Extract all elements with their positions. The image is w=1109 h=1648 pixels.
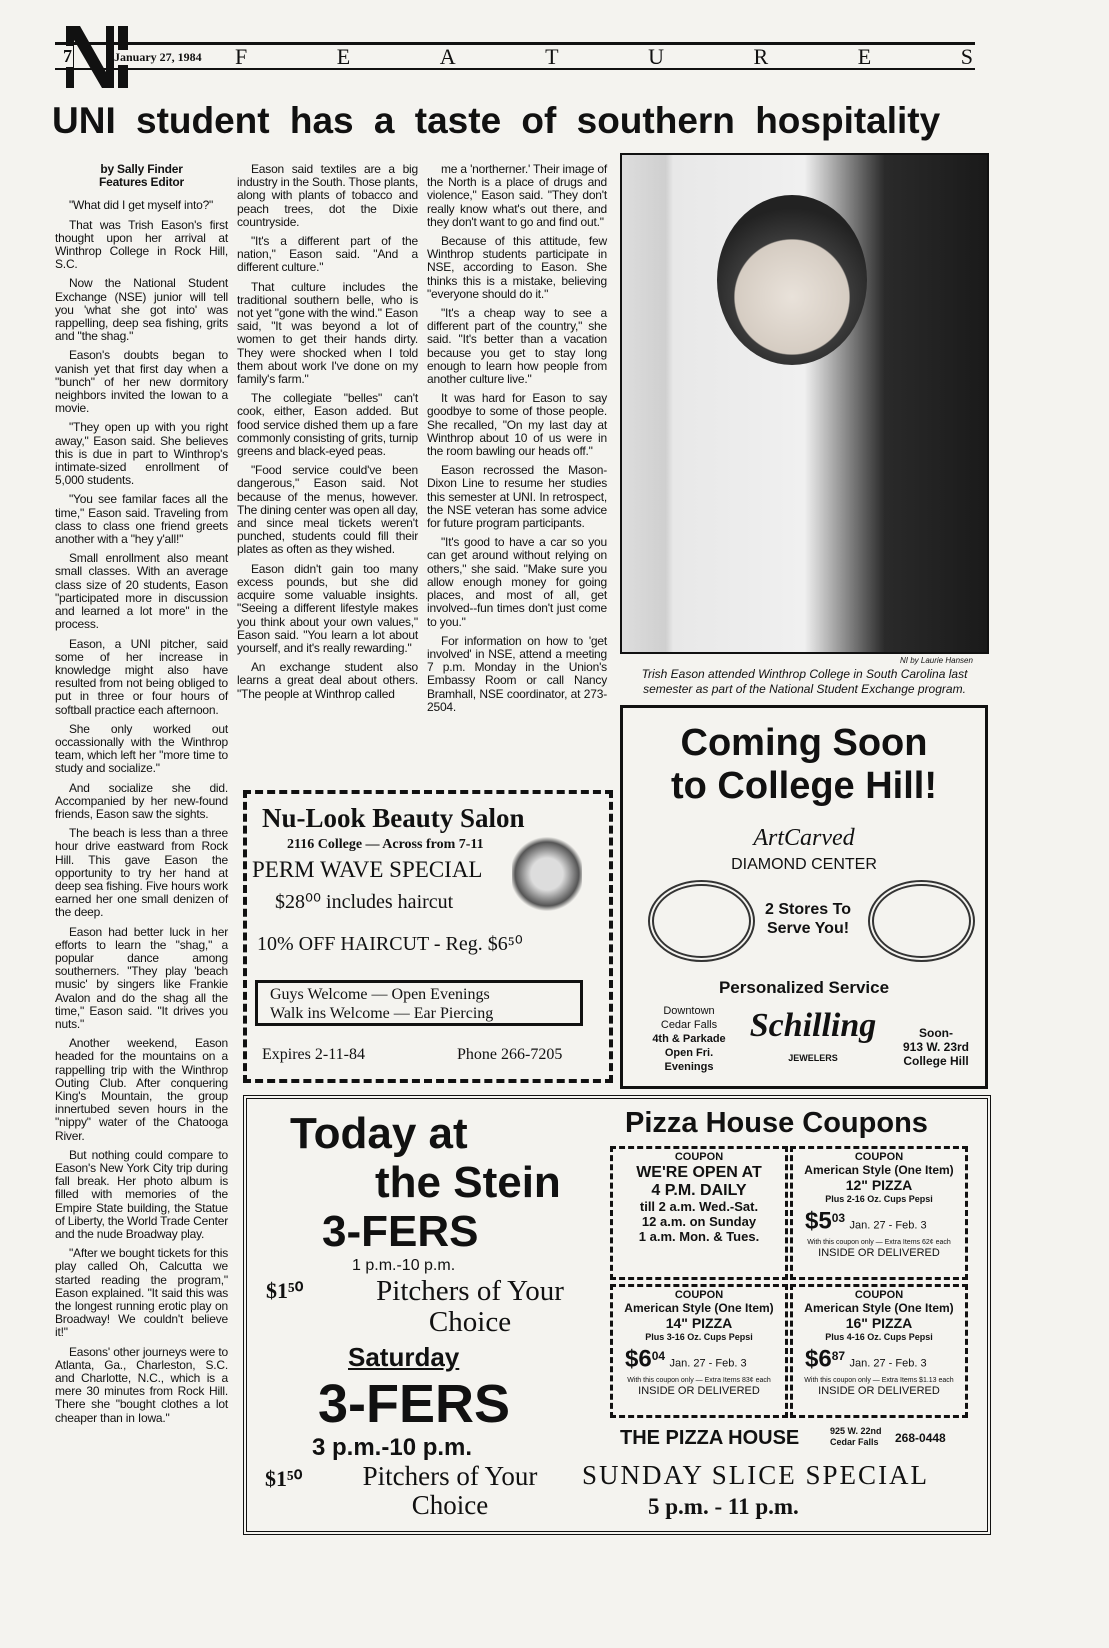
coupon-dates: Jan. 27 - Feb. 3 <box>669 1357 747 1370</box>
headline-line: Coming Soon <box>680 722 928 764</box>
article-paragraph: "You see familar faces all the time," Eason said. Traveling from class to class one friend greets another with a "hey y'all!" <box>55 492 228 547</box>
location-line: 913 W. 23rd <box>902 1040 970 1054</box>
time-1: 1 p.m.-10 p.m. <box>352 1257 456 1274</box>
author-title: Features Editor <box>98 175 185 190</box>
article-paragraph: me a 'northerner.' Their image of the North is a place of drugs and violence," Eason said. "They don't really know what's out there, and they don't want to go and find out." <box>427 162 607 229</box>
three-fers-2: 3-FERS <box>318 1374 511 1434</box>
today-at: Today at <box>290 1109 468 1158</box>
haircut-discount: 10% OFF HAIRCUT - Reg. $6⁵⁰ <box>257 933 523 955</box>
byline <box>55 163 228 189</box>
coupon-cents: 87 <box>831 1348 846 1363</box>
hours-line: 1 a.m. Mon. & Tues. <box>638 1229 760 1245</box>
article-paragraph: The beach is less than a three hour drive eastward from Rock Hill. This gave Eason the opportunity to try her hand at deep sea fishing. Five hours work earned her one small denizen of the deep. <box>55 826 228 920</box>
coupon-tag: COUPON <box>854 1151 904 1163</box>
coupon-hours <box>610 1146 788 1280</box>
coupon-style: American Style (One Item) <box>624 1300 774 1315</box>
article-paragraph: And socialize she did. Accompanied by her new-found friends, Eason saw the sights. <box>55 780 228 821</box>
salon-feature-line: Walk ins Welcome — Ear Piercing <box>270 1005 494 1022</box>
article-paragraph: "It's good to have a car so you can get around without relying on others," she said. "Make sure you allow enough money for going places, and most of all, get involved--fun times don't just come to you." <box>427 535 607 629</box>
photo-caption: Trish Eason attended Winthrop College in South Carolina last semester as part of the National Student Exchange program. <box>641 667 968 696</box>
article-paragraph: Eason had better luck in her efforts to learn the "shag," a popular dance among southerners. "They play 'beach music' by singers like Frankie Avalon and do the shag all the time," Eason said. "It drives you nuts." <box>55 924 228 1031</box>
section-letter: S <box>960 44 975 69</box>
article-paragraph: Eason said textiles are a big industry in the South. Those plants, along with plants of tobacco and peach trees, dot the Dixie countryside. <box>237 162 418 229</box>
coupon-tag: COUPON <box>854 1289 904 1301</box>
hours-line: till 2 a.m. Wed.-Sat. <box>639 1199 759 1215</box>
coupon-dates: Jan. 27 - Feb. 3 <box>849 1219 927 1232</box>
sunday-time: 5 p.m. - 11 p.m. <box>648 1494 799 1519</box>
pizza-house-name: THE PIZZA HOUSE <box>620 1427 800 1449</box>
coupon-style: American Style (One Item) <box>804 1300 954 1315</box>
downtown-location <box>637 1004 741 1074</box>
ring-icon <box>868 880 975 962</box>
location-line: Cedar Falls <box>660 1019 718 1031</box>
article-column-1 <box>55 163 228 1431</box>
article-paragraph: "What did I get myself into?" <box>69 198 214 213</box>
ring-icon <box>648 880 755 962</box>
address-line: 925 W. 22nd <box>830 1426 882 1436</box>
diamond-center: DIAMOND CENTER <box>731 856 877 873</box>
photo-credit: NI by Laurie Hansen <box>900 656 973 665</box>
coupon-dollars: $6 <box>805 1345 832 1373</box>
coupon-fine-print: With this coupon only — Extra Items 62¢ each <box>807 1239 951 1247</box>
pizza-coupon[interactable] <box>790 1284 968 1418</box>
expires: Expires 2-11-84 <box>262 1046 365 1063</box>
coupon-size: 16" PIZZA <box>845 1315 913 1332</box>
article-paragraph: "They open up with you right away," Eason said. She believes this is due in part to Winthrop's intimate-sized enrollment of 5,000 students. <box>55 420 228 488</box>
price-1: $1⁵⁰ <box>266 1278 304 1303</box>
page-number: 7 <box>63 46 72 66</box>
pizza-address <box>830 1426 882 1448</box>
coupon-dollars: $5 <box>805 1207 832 1235</box>
coupon-cents: 03 <box>831 1210 846 1225</box>
pizza-phone: 268-0448 <box>895 1431 946 1445</box>
artcarved-brand: ArtCarved <box>753 825 855 851</box>
jeweler-ad <box>620 705 988 1089</box>
saturday: Saturday <box>348 1342 460 1372</box>
pizza-title: Pizza House Coupons <box>625 1107 928 1139</box>
woman-illustration <box>512 834 582 914</box>
salon-phone: Phone 266-7205 <box>457 1046 563 1063</box>
coupon-tag: COUPON <box>674 1151 724 1163</box>
article-paragraph: Another weekend, Eason headed for the mountains on a rappelling trip with the Winthrop Outing Club. After conquering King's Mountain, the group innertubed seven hours in the "nippy" water of the Chatooga River. <box>55 1036 228 1143</box>
author: by Sally Finder <box>100 162 183 176</box>
pizza-coupon[interactable] <box>610 1284 788 1418</box>
coupon-where: INSIDE OR DELIVERED <box>638 1385 760 1398</box>
schilling-logo: Schilling <box>749 1007 877 1044</box>
issue-date: January 27, 1984 <box>114 50 202 64</box>
salon-name: Nu-Look Beauty Salon <box>262 803 525 833</box>
article-paragraph: The collegiate "belles" can't cook, either, Eason added. But food service dished them up a fare commonly consisting of grits, turnip greens and black-eyed peas. <box>237 391 418 459</box>
section-letter: E <box>857 44 874 69</box>
article-paragraph: It was hard for Eason to say goodbye to some of those people. She recalled, "On my last day at Winthrop about 10 of us were in the room bawling our heads off." <box>427 391 607 459</box>
article-paragraph: "After we bought tickets for this play called Oh, Calcutta we started reading the program," Eason explained. "It said this was the longest running erotic play on Broadway! We couldn't believe it!" <box>55 1246 228 1340</box>
coupon-tag: COUPON <box>674 1289 724 1301</box>
section-title <box>235 44 975 70</box>
coupon-drinks: Plus 3-16 Oz. Cups Pepsi <box>645 1331 753 1342</box>
location-line: Downtown <box>663 1005 715 1017</box>
article-paragraph: Eason recrossed the Mason-Dixon Line to resume her studies this semester at UNI. In retrospect, the NSE veteran has some advice for future program participants. <box>427 463 607 531</box>
article-paragraph: Now the National Student Exchange (NSE) junior will tell you 'what she got into' was rappelling, deep sea fishing, grits and "the shag." <box>55 276 228 344</box>
coupon-fine-print: With this coupon only — Extra Items $1.13 each <box>804 1377 954 1385</box>
coupon-size: 12" PIZZA <box>845 1177 913 1194</box>
location-line: 4th & Parkade <box>652 1033 726 1045</box>
perm-special: PERM WAVE SPECIAL <box>252 857 483 882</box>
coupon-drinks: Plus 2-16 Oz. Cups Pepsi <box>825 1193 933 1204</box>
photo-trish-eason <box>620 153 989 654</box>
pitchers-2: Pitchers of Your Choice <box>362 1461 538 1520</box>
hours-line: 4 P.M. DAILY <box>651 1182 747 1200</box>
schilling-jewelers: JEWELERS <box>788 1053 838 1063</box>
article-column-2 <box>237 163 418 707</box>
coupon-drinks: Plus 4-16 Oz. Cups Pepsi <box>825 1331 933 1342</box>
coupon-size: 14" PIZZA <box>665 1315 733 1332</box>
section-letter: R <box>753 44 771 69</box>
section-letter: F <box>235 44 250 69</box>
two-stores: 2 Stores To Serve You! <box>765 901 851 937</box>
salon-address: 2116 College — Across from 7-11 <box>287 837 484 852</box>
article-paragraph: She only worked out occassionally with the Winthrop team, which left her "more time to study and socialize." <box>55 721 228 776</box>
article-paragraph: An exchange student also learns a great deal about others. "The people at Winthrop called <box>237 660 418 701</box>
location-line: Evenings <box>664 1061 714 1073</box>
article-paragraph: "It's a different part of the nation," Eason said. "And a different culture." <box>237 234 418 275</box>
salon-feature-line: Guys Welcome — Open Evenings <box>270 986 490 1003</box>
coupon-where: INSIDE OR DELIVERED <box>818 1385 940 1398</box>
section-letter: T <box>545 44 561 69</box>
article-column-3 <box>427 163 607 720</box>
article-paragraph: Because of this attitude, few Winthrop students participate in NSE, according to Eason. She thinks this is a mistake, believing "everyone should do it." <box>427 234 607 301</box>
article-paragraph: That was Trish Eason's first thought upon her arrival at Winthrop College in Rock Hill, S.C. <box>55 217 228 272</box>
headline-line: to College Hill! <box>671 765 937 807</box>
hours-line: 12 a.m. on Sunday <box>641 1214 757 1230</box>
headline: UNI student has a taste of southern hospitality <box>52 100 941 141</box>
perm-price: $28⁰⁰ includes haircut <box>275 891 454 913</box>
article-paragraph: Eason didn't gain too many excess pounds, but she did acquire some valuable insights. "Seeing a different lifestyle makes you think about your own values," Eason said. "You learn a lot about yourself, and it's really rewarding." <box>237 561 418 655</box>
coupon-style: American Style (One Item) <box>804 1162 954 1177</box>
article-paragraph: "It's a cheap way to see a different part of the country," she said. "It's better than a vacation because you get to stay long enough to learn how people from another culture live." <box>427 306 607 387</box>
price-2: $1⁵⁰ <box>265 1466 303 1491</box>
hours-line: WE'RE OPEN AT <box>636 1163 762 1181</box>
article-paragraph: For information on how to 'get involved' in NSE, attend a meeting 7 p.m. Monday in the Union's Embassy Room or call Nancy Bramhall, NSE coordinator, at 273-2504. <box>427 633 607 714</box>
pitchers-1: Pitchers of Your Choice <box>376 1275 564 1338</box>
coupon-where: INSIDE OR DELIVERED <box>818 1247 940 1260</box>
three-fers-1: 3-FERS <box>322 1207 479 1256</box>
college-hill-location <box>891 1026 981 1068</box>
article-paragraph: That culture includes the traditional southern belle, who is not yet "gone with the wind." Eason said, "It was beyond a lot of women to get their hands dirty. They were shocked when I told them about work I've done on my family's farm." <box>237 279 418 387</box>
article-paragraph: Eason, a UNI pitcher, said some of her increase in knowledge might also have resulted from not being obliged to put in three or four hours of softball practice each afternoon. <box>55 636 228 717</box>
the-stein: the Stein <box>375 1158 561 1207</box>
sunday-special: SUNDAY SLICE SPECIAL <box>582 1460 930 1490</box>
address-line: Cedar Falls <box>830 1437 879 1447</box>
salon-ad <box>243 790 613 1083</box>
article-paragraph: Eason's doubts began to vanish yet that first day when a "bunch" of her new dormitory neighbors invited the Iowan to a movie. <box>55 348 228 416</box>
location-line: Soon- <box>919 1026 953 1040</box>
article-paragraph: Easons' other journeys were to Atlanta, Ga., Charleston, S.C. and Charlotte, N.C., which is a mere 30 minutes from Rock Hill. There she "bought clothes a lot cheaper than in Iowa." <box>55 1344 228 1425</box>
pizza-coupon[interactable] <box>790 1146 968 1280</box>
article-paragraph: "Food service could've been dangerous," Eason said. Not because of the menus, however. The dining center was open all day, and since meal tickets weren't punched, students could fill their plates as often as they wished. <box>237 463 418 557</box>
section-letter: U <box>648 44 666 69</box>
location-line: College Hill <box>903 1054 969 1068</box>
section-letter: A <box>439 44 458 69</box>
coupon-dates: Jan. 27 - Feb. 3 <box>849 1357 927 1370</box>
article-paragraph: Small enrollment also meant small classes. With an average class size of 20 students, Eason "participated more in discussion and learned a lot more" in the process. <box>55 551 228 632</box>
coupon-fine-print: With this coupon only — Extra Items 83¢ each <box>627 1377 771 1385</box>
section-letter: E <box>336 44 353 69</box>
coupon-dollars: $6 <box>625 1345 652 1373</box>
time-2: 3 p.m.-10 p.m. <box>312 1434 473 1461</box>
coming-soon-headline <box>623 722 985 808</box>
location-line: Open Fri. <box>664 1047 714 1059</box>
coupon-cents: 04 <box>651 1348 666 1363</box>
salon-features <box>255 980 583 1026</box>
article-paragraph: But nothing could compare to Eason's New York City trip during fall break. Her photo album is filled with memories of the Empire State building, the Statue of Liberty, the World Trade Center and the nude Broadway play. <box>55 1147 228 1242</box>
personalized-service: Personalized Service <box>718 978 890 997</box>
